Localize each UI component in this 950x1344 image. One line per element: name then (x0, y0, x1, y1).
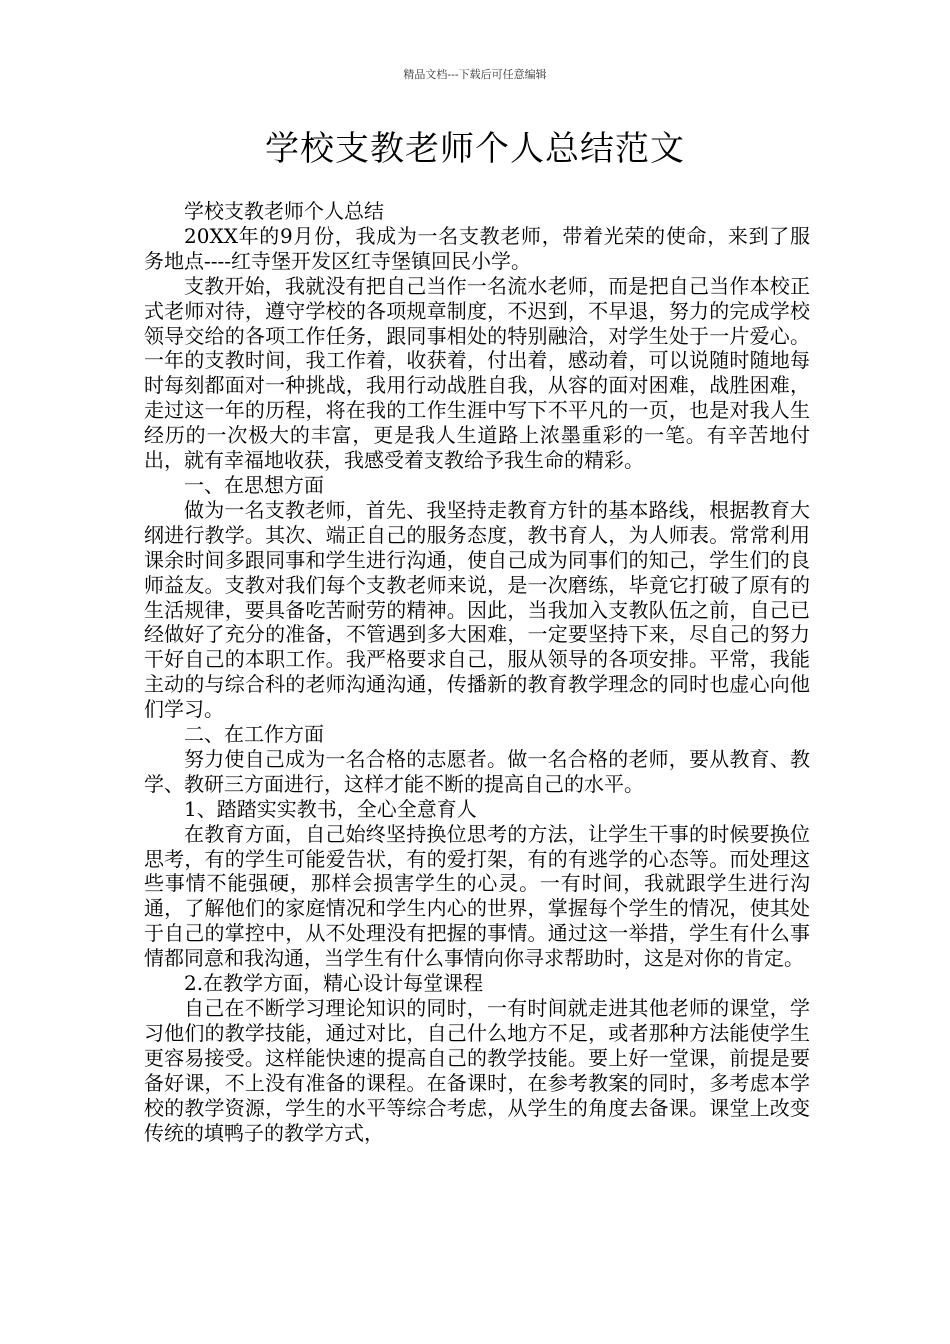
document-body (144, 199, 810, 1145)
paragraph: 20XX年的9月份，我成为一名支教老师，带着光荣的使命，来到了服务地点----红寺堡开发区红寺堡镇回民小学。 (144, 223, 810, 273)
paragraph: 自己在不断学习理论知识的同时，一有时间就走进其他老师的课堂，学习他们的教学技能，通过对比，自己什么地方不足，或者那种方法能使学生更容易接受。这样能快速的提高自己的教学技能。要上好一堂课，前提是要备好课，不上没有准备的课程。在备课时，在参考教案的同时，多考虑本学校的教学资源，学生的水平等综合考虑，从学生的角度去备课。课堂上改变传统的填鸭子的教学方式， (144, 996, 810, 1145)
subsection-heading: 1、踏踏实实教书，全心全意育人 (184, 796, 477, 821)
paragraph: 努力使自己成为一名合格的志愿者。做一名合格的老师，要从教育、教学、教研三方面进行，这样才能不断的提高自己的水平。 (144, 746, 810, 796)
section-heading: 二、在工作方面 (184, 722, 324, 747)
paragraph: 做为一名支教老师，首先、我坚持走教育方针的基本路线，根据教育大纲进行教学。其次、端正自己的服务态度，教书育人，为人师表。常常利用课余时间多跟同事和学生进行沟通，使自己成为同事们的知己，学生们的良师益友。支教对我们每个支教老师来说，是一次磨练，毕竟它打破了原有的生活规律，要具备吃苦耐劳的精神。因此，当我加入支教队伍之前，自己已经做好了充分的准备，不管遇到多大困难，一定要坚持下来，尽自己的努力干好自己的本职工作。我严格要求自己，服从领导的各项安排。平常，我能主动的与综合科的老师沟通沟通，传播新的教育教学理念的同时也虚心向他们学习。 (144, 497, 810, 722)
paragraph: 支教开始，我就没有把自己当作一名流水老师，而是把自己当作本校正式老师对待，遵守学校的各项规章制度，不迟到，不早退，努力的完成学校领导交给的各项工作任务，跟同事相处的特别融洽，对学生处于一片爱心。一年的支教时间，我工作着，收获着，付出着，感动着，可以说随时随地每时每刻都面对一种挑战，我用行动战胜自我，从容的面对困难，战胜困难，走过这一年的历程，将在我的工作生涯中写下不平凡的一页，也是对我人生经历的一次极大的丰富，更是我人生道路上浓墨重彩的一笔。有辛苦地付出，就有幸福地收获，我感受着支教给予我生命的精彩。 (144, 273, 810, 473)
document-title: 学校支教老师个人总结范文 (265, 129, 685, 169)
section-heading: 一、在思想方面 (184, 472, 324, 497)
header-note: 精品文档---下载后可任意编辑 (403, 68, 547, 81)
paragraph: 在教育方面，自己始终坚持换位思考的方法，让学生干事的时候要换位思考，有的学生可能爱告状，有的爱打架，有的有逃学的心态等。而处理这些事情不能强硬，那样会损害学生的心灵。一有时间，我就跟学生进行沟通，了解他们的家庭情况和学生内心的世界，掌握每个学生的情况，使其处于自己的掌控中，从不处理没有把握的事情。通过这一举措，学生有什么事情都同意和我沟通，当学生有什么事情向你寻求帮助时，这是对你的肯定。 (144, 821, 810, 971)
paragraph: 学校支教老师个人总结 (184, 199, 384, 223)
subsection-heading: 2.在教学方面，精心设计每堂课程 (184, 971, 484, 996)
